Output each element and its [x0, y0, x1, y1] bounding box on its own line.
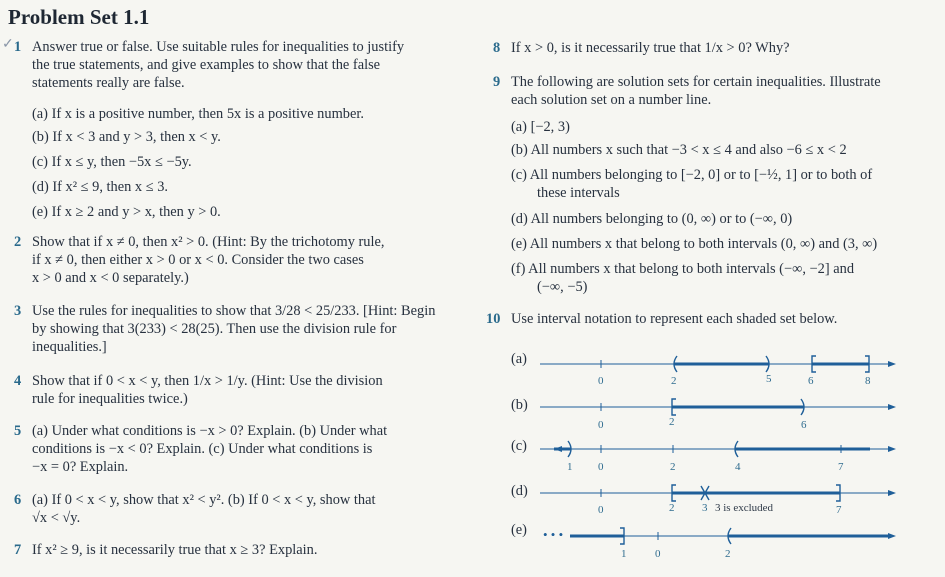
problem-text-line: rule for inequalities twice.) [32, 391, 188, 407]
tick-label: 7 [836, 504, 842, 516]
problem-text-line: Use the rules for inequalities to show that 3/28 < 25/233. [Hint: Begin [32, 303, 436, 319]
arrow-icon [888, 361, 896, 367]
problem-text-line: inequalities.] [32, 339, 107, 355]
number-line-label-e: (e) [511, 522, 527, 538]
tick-label: 3 [702, 502, 708, 514]
problem-number: 3 [14, 303, 22, 319]
arrow-icon [888, 446, 896, 452]
problem-text-line: Show that if 0 < x < y, then 1/x > 1/y. (Hint: Use the division [32, 373, 383, 389]
problem-9-part-b: (b) All numbers x such that −3 < x ≤ 4 and also −6 ≤ x < 2 [511, 142, 847, 158]
problem-9 [493, 73, 931, 109]
problem-9-part-c-cont: these intervals [537, 185, 620, 201]
tick-label: 2 [725, 548, 731, 560]
problem-text-line: (a) If 0 < x < y, show that x² < y². (b) If 0 < x < y, show that [32, 492, 376, 508]
problem-9-part-e: (e) All numbers x that belong to both intervals (0, ∞) and (3, ∞) [511, 236, 878, 252]
number-line-e [540, 524, 900, 564]
number-line-a [540, 352, 900, 392]
problem-text-line: −x = 0? Explain. [32, 459, 129, 475]
tick-label: 0 [598, 419, 604, 431]
problem-10 [486, 310, 931, 328]
problem-6 [14, 491, 452, 527]
problem-1-part-a: (a) If x is a positive number, then 5x is a positive number. [32, 106, 364, 122]
problem-text-line: If x² ≥ 9, is it necessarily true that x ≥ 3? Explain. [32, 542, 318, 558]
problem-2 [14, 233, 452, 287]
excluded-note: 3 is excluded [715, 502, 774, 514]
problem-number: 10 [486, 311, 501, 327]
problem-9-part-f: (f) All numbers x that belong to both intervals (−∞, −2] and [511, 261, 855, 277]
problem-text-line: x > 0 and x < 0 separately.) [32, 270, 189, 286]
number-line-b [540, 395, 900, 435]
problem-number: 7 [14, 542, 22, 558]
number-line-c [540, 437, 900, 477]
tick-label: 8 [865, 375, 871, 387]
arrow-icon [888, 404, 896, 410]
problem-text-line: (a) Under what conditions is −x > 0? Explain. (b) Under what [32, 423, 388, 439]
tick-label: 2 [669, 416, 675, 428]
problem-number: 6 [14, 492, 22, 508]
problem-9-part-a: (a) [−2, 3) [511, 119, 570, 135]
number-line-d [540, 481, 900, 521]
problem-number: 2 [14, 234, 22, 250]
tick-label: 1 [567, 461, 573, 473]
tick-label: 2 [671, 375, 677, 387]
page-title: Problem Set 1.1 [8, 5, 150, 29]
problem-number: 8 [493, 40, 501, 56]
problem-text-line: Answer true or false. Use suitable rules for inequalities to justify [32, 39, 405, 55]
problem-text-line: the true statements, and give examples to show that the false [32, 57, 381, 73]
tick-label: 0 [598, 375, 604, 387]
tick-label: 0 [655, 548, 661, 560]
tick-label: 7 [838, 461, 844, 473]
tick-label: 1 [621, 548, 627, 560]
problem-7 [14, 541, 452, 559]
tick-label: 6 [801, 419, 807, 431]
problem-3 [14, 302, 452, 356]
problem-text-line: If x > 0, is it necessarily true that 1/x > 0? Why? [511, 40, 790, 56]
ellipsis-icon: • • • [543, 527, 564, 542]
problem-1-part-c: (c) If x ≤ y, then −5x ≤ −5y. [32, 154, 192, 170]
problem-1-part-b: (b) If x < 3 and y > 3, then x < y. [32, 129, 221, 145]
problem-5 [14, 422, 452, 476]
problem-4 [14, 372, 452, 408]
tick-label: 5 [766, 373, 772, 385]
number-line-label-b: (b) [511, 397, 528, 413]
problem-text-line: The following are solution sets for certain inequalities. Illustrate [511, 74, 881, 90]
problem-text-line: by showing that 3(233) < 28(25). Then use the division rule for [32, 321, 397, 337]
tick-label: 2 [669, 502, 675, 514]
problem-number: 4 [14, 373, 22, 389]
number-line-label-c: (c) [511, 438, 527, 454]
problem-text-line: conditions is −x < 0? Explain. (c) Under what conditions is [32, 441, 373, 457]
number-line-label-a: (a) [511, 351, 527, 367]
tick-label: 6 [808, 375, 814, 387]
problem-text-line: statements really are false. [32, 75, 185, 91]
check-mark-icon: ✓ [2, 37, 14, 52]
problem-number: 1 [14, 39, 22, 55]
problem-text-line: Use interval notation to represent each shaded set below. [511, 311, 838, 327]
tick-label: 2 [670, 461, 676, 473]
tick-label: 4 [735, 461, 741, 473]
problem-8 [493, 39, 931, 57]
problem-number: 9 [493, 74, 501, 90]
tick-label: 0 [598, 461, 604, 473]
tick-label: 0 [598, 504, 604, 516]
problem-1 [14, 38, 452, 92]
problem-text-line: if x ≠ 0, then either x > 0 or x < 0. Consider the two cases [32, 252, 364, 268]
problem-9-part-c: (c) All numbers belonging to [−2, 0] or to [−½, 1] or to both of [511, 167, 873, 183]
problem-text-line: √x < √y. [32, 510, 81, 526]
problem-text-line: each solution set on a number line. [511, 92, 712, 108]
arrow-icon [888, 490, 896, 496]
problem-9-part-d: (d) All numbers belonging to (0, ∞) or to (−∞, 0) [511, 211, 793, 227]
problem-1-part-d: (d) If x² ≤ 9, then x ≤ 3. [32, 179, 169, 195]
number-line-label-d: (d) [511, 483, 528, 499]
problem-number: 5 [14, 423, 22, 439]
arrow-icon [888, 533, 896, 539]
problem-text-line: Show that if x ≠ 0, then x² > 0. (Hint: By the trichotomy rule, [32, 234, 385, 250]
problem-1-part-e: (e) If x ≥ 2 and y > x, then y > 0. [32, 204, 221, 220]
problem-9-part-f-cont: (−∞, −5) [537, 279, 588, 295]
